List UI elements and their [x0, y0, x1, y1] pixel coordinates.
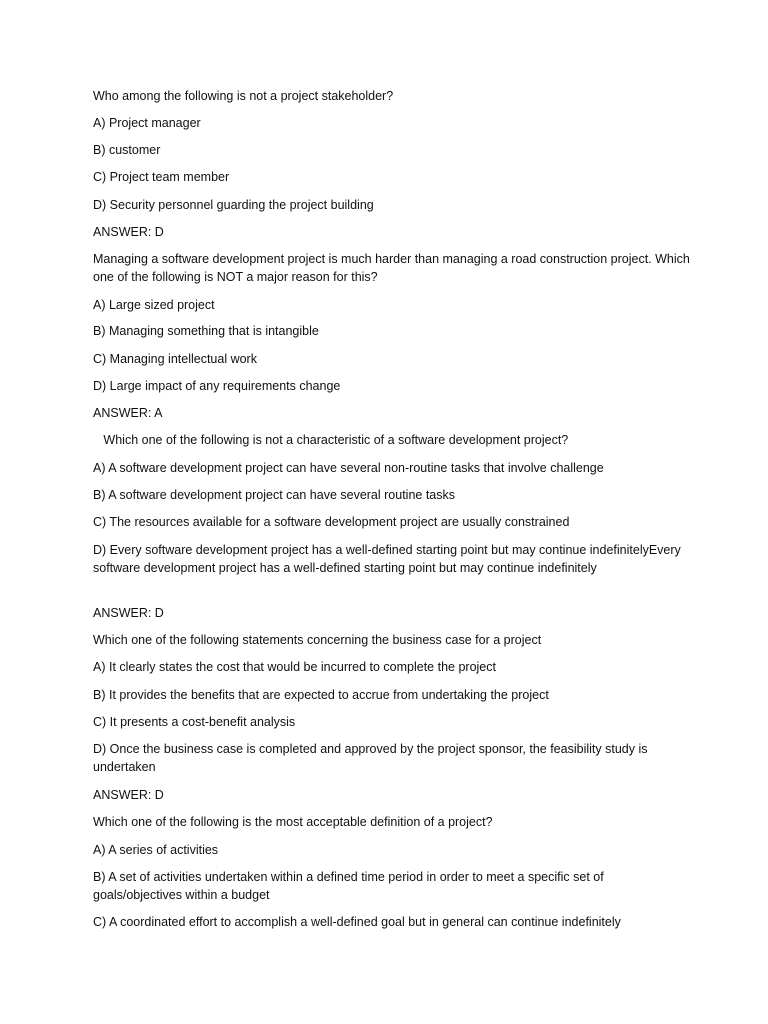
question-3-option-c: C) The resources available for a software development project are usually constrained [93, 515, 570, 529]
question-2-answer: ANSWER: A [93, 406, 163, 420]
question-2-option-c: C) Managing intellectual work [93, 352, 257, 366]
question-1-option-b: B) customer [93, 143, 161, 157]
question-5-text: Which one of the following is the most acceptable definition of a project? [93, 815, 493, 829]
question-3-option-d: D) Every software development project has a well-defined starting point but may continue indefinitelyEvery software development project has a well-defined starting point but may continue indefinitely [93, 543, 681, 575]
question-5-option-a: A) A series of activities [93, 843, 219, 857]
question-4-option-c: C) It presents a cost-benefit analysis [93, 715, 296, 729]
question-1-answer: ANSWER: D [93, 225, 164, 239]
question-4-option-b: B) It provides the benefits that are expected to accrue from undertaking the project [93, 688, 549, 702]
question-5-option-c: C) A coordinated effort to accomplish a well-defined goal but in general can continue indefinitely [93, 915, 621, 929]
question-3-option-b: B) A software development project can have several routine tasks [93, 488, 455, 502]
question-4-text: Which one of the following statements concerning the business case for a project [93, 633, 542, 647]
question-2-option-b: B) Managing something that is intangible [93, 324, 319, 338]
question-1-option-a: A) Project manager [93, 116, 201, 130]
question-3-answer: ANSWER: D [93, 606, 164, 620]
question-2-option-d: D) Large impact of any requirements change [93, 379, 341, 393]
question-1-option-d: D) Security personnel guarding the project building [93, 198, 374, 212]
question-4-option-d: D) Once the business case is completed and approved by the project sponsor, the feasibility study is undertaken [93, 742, 648, 774]
question-5-option-b: B) A set of activities undertaken within a defined time period in order to meet a specific set of goals/objectives within a budget [93, 870, 604, 902]
question-2-text: Managing a software development project is much harder than managing a road construction project. Which one of the following is NOT a major reason for this? [93, 252, 690, 284]
question-4-answer: ANSWER: D [93, 788, 164, 802]
question-3-text: Which one of the following is not a characteristic of a software development project? [93, 433, 569, 447]
question-3-option-a: A) A software development project can have several non-routine tasks that involve challenge [93, 461, 604, 475]
question-4-option-a: A) It clearly states the cost that would be incurred to complete the project [93, 660, 496, 674]
question-1-text: Who among the following is not a project stakeholder? [93, 89, 394, 103]
question-2-option-a: A) Large sized project [93, 298, 215, 312]
question-1-option-c: C) Project team member [93, 170, 230, 184]
